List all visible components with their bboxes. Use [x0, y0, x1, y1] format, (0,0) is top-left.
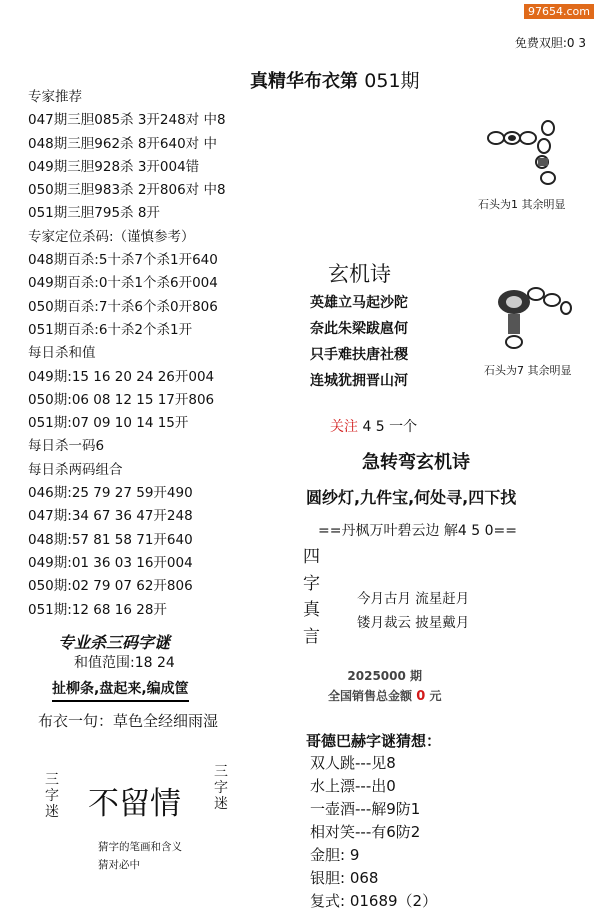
list-item: 049期:15 16 20 24 26开004	[28, 368, 215, 385]
follow-label: 关注	[330, 419, 358, 435]
poem-body	[310, 290, 408, 394]
riddle-word: 不留情	[88, 786, 181, 822]
gdb-list	[310, 752, 437, 913]
follow-value: 4 5 一个	[362, 419, 418, 435]
jzw-title: 急转弯玄机诗	[362, 452, 470, 473]
sum-heading: 每日杀和值	[28, 345, 96, 362]
riddle-label-right: 三字迷	[214, 764, 228, 812]
riddle-heading: 专业杀三码字谜	[58, 633, 171, 652]
list-item: 048期百杀:5十杀7个杀1开640	[28, 252, 218, 269]
sales-block	[328, 666, 441, 707]
riddle-note-2: 猜对必中	[98, 859, 140, 871]
stone-caption-1: 石头为1 其余明显	[478, 198, 566, 211]
list-item: 051期:12 68 16 28开	[28, 601, 167, 618]
list-item: 复式: 01689（2）	[310, 892, 438, 910]
riddle-note-1: 猜字的笔画和含义	[98, 841, 182, 853]
list-item: 049期百杀:0十杀1个杀6开004	[28, 275, 218, 292]
sizi-label: 四字真言	[303, 547, 320, 647]
list-item: 银胆: 068	[310, 869, 379, 887]
watermark: 97654.com	[524, 4, 594, 19]
poem-line: 英雄立马起沙陀	[310, 295, 408, 311]
list-item: 048期:57 81 58 71开640	[28, 531, 193, 548]
list-item: 048期三胆962杀 8开640对 中	[28, 135, 217, 152]
buyi-line: 布衣一句：草色全经细雨湿	[38, 712, 219, 730]
list-item: 051期:07 09 10 14 15开	[28, 415, 189, 432]
poem-line: 只手难扶唐社稷	[310, 347, 408, 363]
list-item: 047期三胆085杀 3开248对 中8	[28, 112, 226, 129]
title-issue: 051期	[364, 70, 420, 92]
follow-line	[330, 416, 417, 436]
list-item: 双人跳---见8	[310, 754, 396, 772]
expert-column	[28, 86, 226, 622]
jzw-hint: ==丹枫万叶碧云边 解4 5 0==	[318, 523, 517, 539]
riddle-note	[98, 838, 182, 874]
sizi-lines	[357, 587, 469, 635]
list-item: 相对笑---有6防2	[310, 823, 421, 841]
poem-title: 玄机诗	[328, 262, 391, 286]
list-item: 一壶酒---解9防1	[310, 800, 421, 818]
sales-issue: 2025000 期	[347, 669, 423, 683]
list-item: 049期三胆928杀 3开004错	[28, 158, 200, 175]
kill-one-code: 每日杀一码6	[28, 438, 105, 455]
list-item: 金胆: 9	[310, 846, 360, 864]
sum-range: 和值范围:18 24	[74, 655, 175, 671]
list-item: 049期:01 36 03 16开004	[28, 554, 193, 571]
sizi-line-1: 今月古月 流星赶月	[357, 591, 470, 607]
free-double-dan: 免费双胆:0 3	[514, 36, 586, 50]
expert-heading: 专家推荐	[28, 89, 82, 105]
page-title	[250, 66, 420, 93]
stone-chain-2-icon	[488, 280, 572, 354]
list-item: 051期三胆795杀 8开	[28, 205, 160, 222]
sizi-line-2: 镂月裁云 披星戴月	[357, 615, 470, 631]
stone-chain-1-icon	[486, 118, 566, 192]
list-item: 050期:02 79 07 62开806	[28, 578, 193, 595]
sales-total	[328, 686, 441, 707]
poem-line: 奈此朱梁跋扈何	[310, 321, 408, 337]
position-heading: 专家定位杀码:（谨慎参考）	[28, 228, 195, 245]
riddle-label-left: 三字迷	[45, 772, 59, 820]
stone-caption-2: 石头为7 其余明显	[484, 364, 572, 377]
sales-amount: 0	[416, 689, 426, 704]
title-text: 真精华布衣第	[250, 71, 358, 92]
list-item: 051期百杀:6十杀2个杀1开	[28, 321, 193, 338]
sales-text: 全国销售总金额	[328, 689, 413, 703]
list-item: 046期:25 79 27 59开490	[28, 485, 193, 502]
list-item: 050期三胆983杀 2开806对 中8	[28, 182, 226, 199]
list-item: 047期:34 67 36 47开248	[28, 508, 193, 525]
list-item: 水上漂---出0	[310, 777, 396, 795]
list-item: 050期百杀:7十杀6个杀0开806	[28, 298, 218, 315]
two-code-heading: 每日杀两码组合	[28, 461, 123, 478]
riddle-phrase: 扯柳条,盘起来,编成筐	[52, 678, 189, 702]
gdb-title: 哥德巴赫字谜猜想：	[306, 732, 442, 750]
list-item: 050期:06 08 12 15 17开806	[28, 391, 215, 408]
jzw-riddle: 圆纱灯,九件宝,何处寻,四下找	[306, 488, 517, 507]
sales-unit: 元	[429, 689, 442, 703]
poem-line: 连城犹拥晋山河	[310, 373, 408, 389]
